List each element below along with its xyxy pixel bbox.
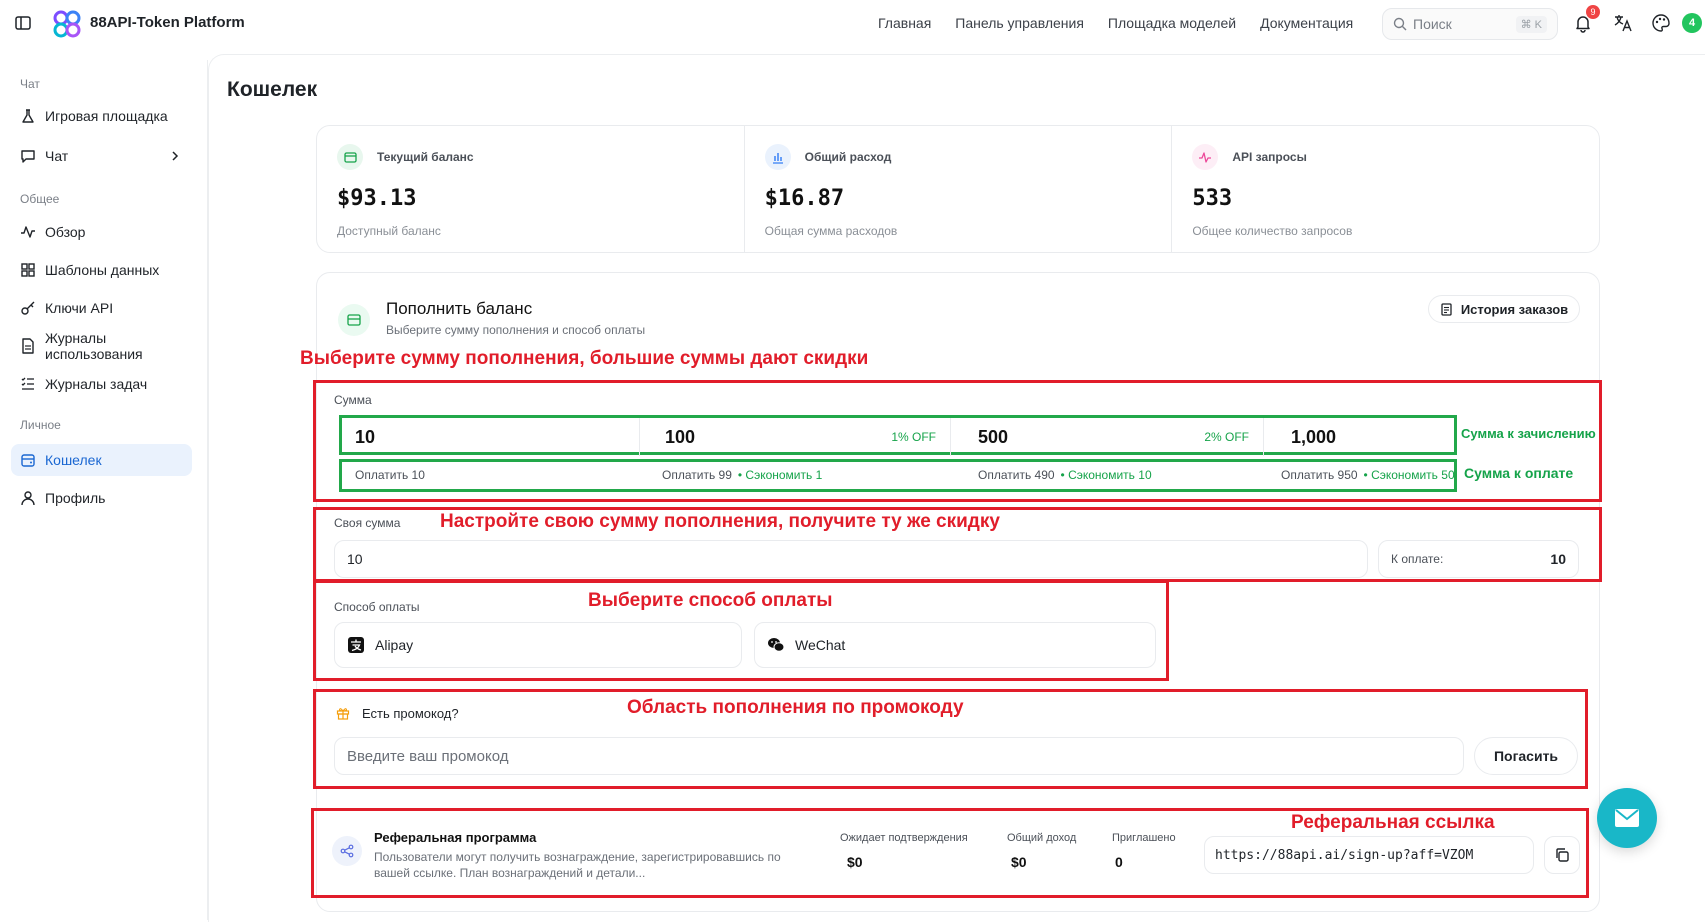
annotation-promo: Область пополнения по промокоду	[627, 697, 964, 718]
copy-icon	[1554, 847, 1570, 863]
stat-sub: Общая сумма расходов	[764, 224, 898, 238]
pay-info-1000	[1267, 464, 1455, 486]
discount-badge: 1% OFF	[891, 430, 936, 444]
gift-icon	[336, 706, 350, 720]
referral-income-value: $0	[1011, 854, 1027, 870]
top-bar	[0, 0, 1705, 48]
list-checks-icon	[20, 376, 36, 392]
referral-invited-label: Приглашено	[1112, 832, 1176, 844]
sidebar-item-wallet[interactable]	[11, 444, 192, 476]
to-pay-field	[1378, 540, 1579, 578]
discount-badge: 2% OFF	[1204, 430, 1249, 444]
document-icon	[20, 338, 36, 354]
stat-label: Общий расход	[804, 150, 892, 164]
referral-pending-label: Ожидает подтверждения	[840, 832, 968, 844]
receipt-icon	[1440, 303, 1453, 316]
chevron-right-icon	[168, 149, 182, 163]
topup-subtitle: Выберите сумму пополнения и способ оплаты	[386, 323, 646, 337]
mail-icon	[1614, 808, 1640, 828]
pay-amount: Оплатить 99	[662, 468, 732, 482]
amount-option-10[interactable]	[341, 418, 640, 456]
annotation-referral: Реферальная ссылка	[1291, 812, 1495, 833]
grid-icon	[20, 262, 36, 278]
activity-icon	[20, 224, 36, 240]
stats-panel	[316, 125, 1600, 253]
stat-current-balance	[317, 126, 745, 252]
stat-label: API запросы	[1232, 150, 1307, 164]
avatar[interactable]: 4	[1682, 13, 1702, 33]
redeem-button[interactable]	[1474, 737, 1578, 775]
referral-income-label: Общий доход	[1007, 832, 1077, 844]
pay-amount: Оплатить 10	[355, 468, 425, 482]
theme-palette-icon[interactable]	[1651, 13, 1671, 33]
promo-placeholder: Введите ваш промокод	[347, 747, 509, 765]
annotation-amounts: Выберите сумму пополнения, большие суммы дают скидки	[300, 348, 869, 369]
translate-icon[interactable]	[1613, 13, 1633, 33]
search-input[interactable]	[1382, 8, 1558, 40]
amount-value: 1,000	[1291, 426, 1337, 447]
sidebar-item-usage-logs[interactable]	[11, 330, 192, 362]
bar-chart-icon	[765, 144, 791, 170]
alipay-icon	[347, 636, 365, 654]
amount-option-500[interactable]	[964, 418, 1264, 456]
sidebar-item-label: Чат	[45, 148, 69, 164]
amount-value: 100	[665, 426, 696, 447]
nav-dashboard[interactable]: Панель управления	[955, 15, 1084, 31]
save-amount: • Сэкономить 10	[1060, 468, 1152, 482]
referral-link-field[interactable]	[1204, 836, 1534, 874]
order-history-label: История заказов	[1460, 301, 1569, 317]
to-pay-label: К оплате:	[1391, 552, 1444, 566]
user-icon	[20, 490, 36, 506]
amount-label: Сумма	[334, 393, 372, 407]
stat-value: $93.13	[337, 186, 417, 211]
nav-models[interactable]: Площадка моделей	[1107, 15, 1237, 31]
chat-bubble-icon	[20, 148, 36, 164]
sidebar-group-personal: Личное	[20, 418, 61, 432]
brand-name[interactable]: 88API-Token Platform	[90, 14, 245, 31]
custom-amount-input[interactable]	[334, 540, 1368, 578]
search-shortcut: ⌘ K	[1516, 16, 1547, 33]
sidebar-item-task-logs[interactable]	[11, 368, 192, 400]
sidebar-group-general: Общее	[20, 192, 60, 206]
nav-docs[interactable]: Документация	[1260, 15, 1354, 31]
payment-alipay[interactable]	[334, 622, 742, 668]
sidebar-item-label: Игровая площадка	[45, 108, 168, 124]
payment-wechat[interactable]	[754, 622, 1156, 668]
stat-total-spend	[745, 126, 1173, 252]
pay-amount: Оплатить 490	[978, 468, 1055, 482]
sidebar-item-playground[interactable]	[11, 100, 192, 132]
annotation-credited: Сумма к зачислению	[1461, 426, 1596, 441]
referral-pending-value: $0	[847, 854, 863, 870]
sidebar-item-api-keys[interactable]	[11, 292, 192, 324]
stat-sub: Доступный баланс	[337, 224, 441, 238]
sidebar-group-chat: Чат	[20, 77, 40, 91]
pulse-icon	[1192, 144, 1218, 170]
payment-method-name: Alipay	[375, 637, 414, 653]
amount-option-1000[interactable]	[1277, 418, 1453, 456]
logo-icon[interactable]	[52, 10, 82, 38]
copy-link-button[interactable]	[1544, 836, 1580, 874]
share-icon	[332, 836, 362, 866]
promo-code-input[interactable]	[334, 737, 1464, 775]
sidebar-toggle-icon[interactable]	[14, 14, 32, 32]
sidebar-item-label: Журналы задач	[45, 376, 148, 392]
pay-info-10	[341, 464, 425, 486]
to-pay-value: 10	[1550, 551, 1566, 567]
sidebar-item-label: Кошелек	[45, 452, 102, 468]
notification-badge: 9	[1586, 5, 1600, 19]
sidebar-item-label: Шаблоны данных	[45, 262, 160, 278]
amount-value: 500	[978, 426, 1009, 447]
page-title: Кошелек	[227, 78, 318, 101]
sidebar-item-label: Обзор	[45, 224, 86, 240]
wallet-icon	[20, 452, 36, 468]
referral-link: https://88api.ai/sign-up?aff=VZOM	[1215, 847, 1474, 863]
wechat-icon	[767, 636, 785, 654]
wallet-icon	[337, 144, 363, 170]
stat-value: $16.87	[764, 186, 845, 211]
referral-invited-value: 0	[1115, 854, 1123, 870]
top-nav	[878, 15, 1377, 31]
pay-amount: Оплатить 950	[1281, 468, 1358, 482]
referral-description: Пользователи могут получить вознаграждение, зарегистрировавшись по вашей ссылке. План вознаграждений и детали...	[374, 850, 781, 880]
flask-icon	[20, 108, 36, 124]
topup-title: Пополнить баланс	[386, 299, 533, 318]
stat-api-requests	[1172, 126, 1599, 252]
save-amount: • Сэкономить 1	[737, 468, 823, 482]
sidebar-item-label: Профиль	[45, 490, 106, 506]
payment-method-name: WeChat	[795, 637, 846, 653]
sidebar-item-label: Журналы использования	[45, 330, 143, 362]
pay-info-500	[964, 464, 1152, 486]
sidebar-item-label: Ключи API	[45, 300, 114, 316]
amount-option-100[interactable]	[651, 418, 951, 456]
annotation-payment: Выберите способ оплаты	[588, 590, 833, 611]
save-amount: • Сэкономить 50	[1363, 468, 1455, 482]
custom-amount-value: 10	[347, 551, 363, 567]
sidebar-item-profile[interactable]	[11, 482, 192, 514]
support-chat-button[interactable]	[1597, 788, 1657, 848]
promo-label: Есть промокод?	[362, 706, 459, 721]
pay-info-100	[648, 464, 822, 486]
custom-amount-label: Своя сумма	[334, 516, 401, 530]
sidebar-item-overview[interactable]	[11, 216, 192, 248]
payment-method-label: Способ оплаты	[334, 600, 420, 614]
amount-value: 10	[355, 426, 376, 447]
key-icon	[20, 300, 36, 316]
stat-value: 533	[1192, 186, 1233, 211]
sidebar-item-chat[interactable]	[11, 140, 192, 172]
annotation-custom: Настройте свою сумму пополнения, получите ту же скидку	[440, 511, 1000, 532]
search-placeholder: Поиск	[1413, 16, 1452, 32]
wallet-icon	[338, 304, 370, 336]
order-history-button[interactable]	[1428, 295, 1580, 323]
nav-home[interactable]: Главная	[878, 15, 932, 31]
redeem-label: Погасить	[1493, 748, 1559, 764]
stat-label: Текущий баланс	[377, 150, 474, 164]
annotation-to-pay: Сумма к оплате	[1464, 465, 1574, 481]
stat-sub: Общее количество запросов	[1192, 224, 1353, 238]
search-icon	[1393, 17, 1407, 31]
referral-title: Реферальная программа	[374, 830, 537, 845]
sidebar-item-data-templates[interactable]	[11, 254, 192, 286]
